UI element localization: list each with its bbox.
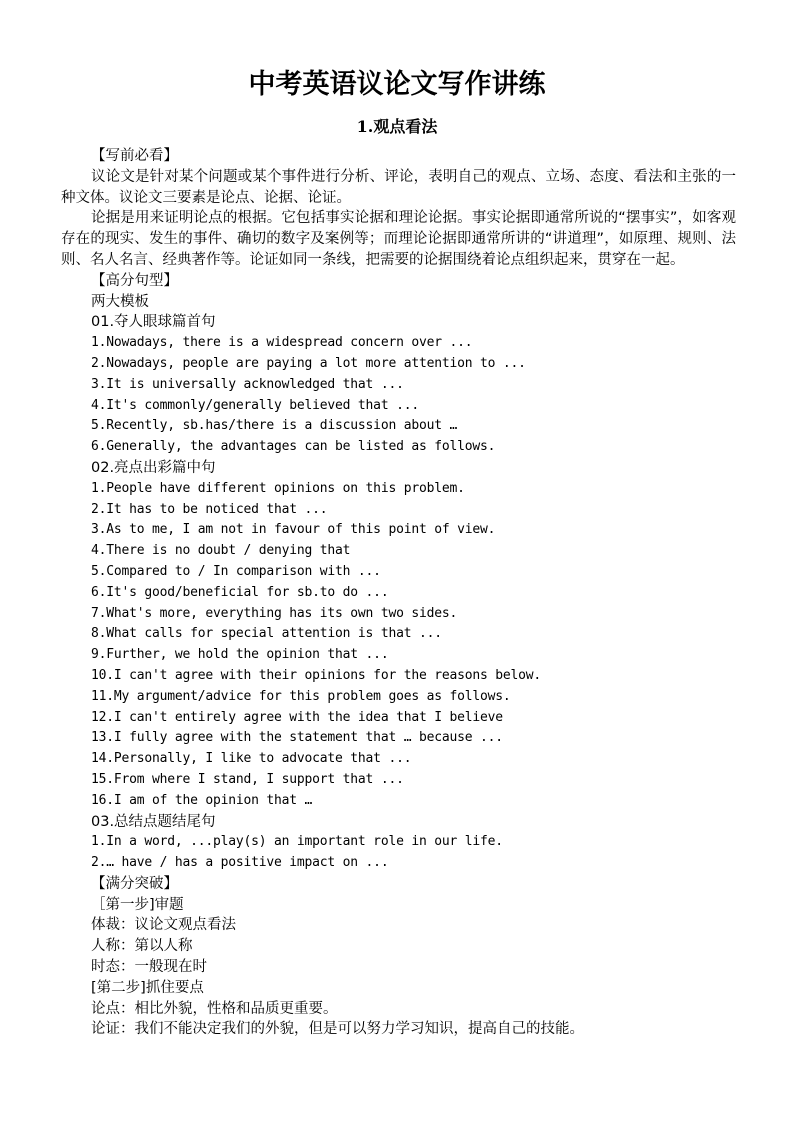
sentence-item: 2.… have / has a positive impact on ... bbox=[91, 855, 389, 871]
sentence-item: 12.I can't entirely agree with the idea that I believe bbox=[91, 709, 503, 725]
section-heading-before-writing: 【写前必看】 bbox=[91, 148, 178, 164]
sentence-item: 13.I fully agree with the statement that … because ... bbox=[91, 730, 503, 746]
paragraph: 议论文是针对某个问题或某个事件进行分析、评论，表明自己的观点、立场、态度、看法和主张的一种文体。议论文三要素是论点、论据、论证。 bbox=[61, 168, 736, 206]
sentence-item: 3.As to me, I am not in favour of this point of view. bbox=[91, 522, 496, 538]
document-body bbox=[61, 146, 736, 1040]
sentence-item: 3.It is universally acknowledged that ... bbox=[91, 376, 404, 392]
group-heading-opening: 01.夺人眼球篇首句 bbox=[91, 314, 216, 331]
sentence-item: 14.Personally, I like to advocate that ... bbox=[91, 751, 412, 767]
sentence-item: 4.There is no doubt / denying that bbox=[91, 543, 351, 559]
sentence-item: 1.Nowadays, there is a widespread concern over ... bbox=[91, 335, 473, 351]
sentence-item: 4.It's commonly/generally believed that ... bbox=[91, 397, 419, 413]
document-title: 中考英语议论文写作讲练 bbox=[248, 69, 546, 100]
sentence-item: 10.I can't agree with their opinions for the reasons below. bbox=[91, 667, 541, 683]
sentence-item: 6.It's good/beneficial for sb.to do ... bbox=[91, 584, 389, 600]
paragraph: 论据是用来证明论点的根据。它包括事实论据和理论论据。事实论据即通常所说的“摆事实”，如客观存在的现实、发生的事件、确切的数字及案例等；而理论论据即通常所讲的“讲道理”，如原理、规则、法则、名人名言、经典著作等。论证如同一条线，把需要的论据围绕着论点组织起来，贯穿在一起。 bbox=[61, 210, 736, 268]
sentence-item: 1.People have different opinions on this problem. bbox=[91, 480, 465, 496]
sentence-item: 2.Nowadays, people are paying a lot more attention to ... bbox=[91, 355, 526, 371]
step-line: 体裁：议论文观点看法 bbox=[91, 917, 236, 934]
section-heading-high-score: 【高分句型】 bbox=[91, 272, 178, 289]
sentence-item: 11.My argument/advice for this problem goes as follows. bbox=[91, 688, 511, 704]
sentence-item: 5.Compared to / In comparison with ... bbox=[91, 563, 381, 579]
step-line: 论证：我们不能决定我们的外貌，但是可以努力学习知识，提高自己的技能。 bbox=[91, 1021, 584, 1038]
step-line: 论点：相比外貌，性格和品质更重要。 bbox=[91, 1000, 338, 1017]
step-line: 时态：一般现在时 bbox=[91, 959, 207, 976]
step-line: 人称：第以人称 bbox=[91, 938, 193, 955]
section-heading-full-marks: 【满分突破】 bbox=[91, 875, 178, 892]
sentence-item: 7.What's more, everything has its own two sides. bbox=[91, 605, 458, 621]
sentence-item: 9.Further, we hold the opinion that ... bbox=[91, 647, 389, 663]
step-line: [第二步]抓住要点 bbox=[91, 979, 204, 996]
sentence-item: 2.It has to be noticed that ... bbox=[91, 501, 328, 517]
sentence-item: 16.I am of the opinion that … bbox=[91, 792, 313, 808]
sentence-item: 8.What calls for special attention is that ... bbox=[91, 626, 442, 642]
sentence-item: 15.From where I stand, I support that ... bbox=[91, 771, 404, 787]
sentence-item: 1.In a word, ...play(s) an important role in our life. bbox=[91, 834, 503, 850]
template-intro: 两大模板 bbox=[91, 293, 149, 310]
step-line: ［第一步]审题 bbox=[91, 896, 184, 913]
document-subtitle: 1.观点看法 bbox=[356, 117, 438, 136]
sentence-item: 6.Generally, the advantages can be listed as follows. bbox=[91, 439, 496, 455]
sentence-item: 5.Recently, sb.has/there is a discussion about … bbox=[91, 418, 458, 434]
group-heading-middle: 02.亮点出彩篇中句 bbox=[91, 459, 216, 476]
group-heading-ending: 03.总结点题结尾句 bbox=[91, 813, 216, 830]
